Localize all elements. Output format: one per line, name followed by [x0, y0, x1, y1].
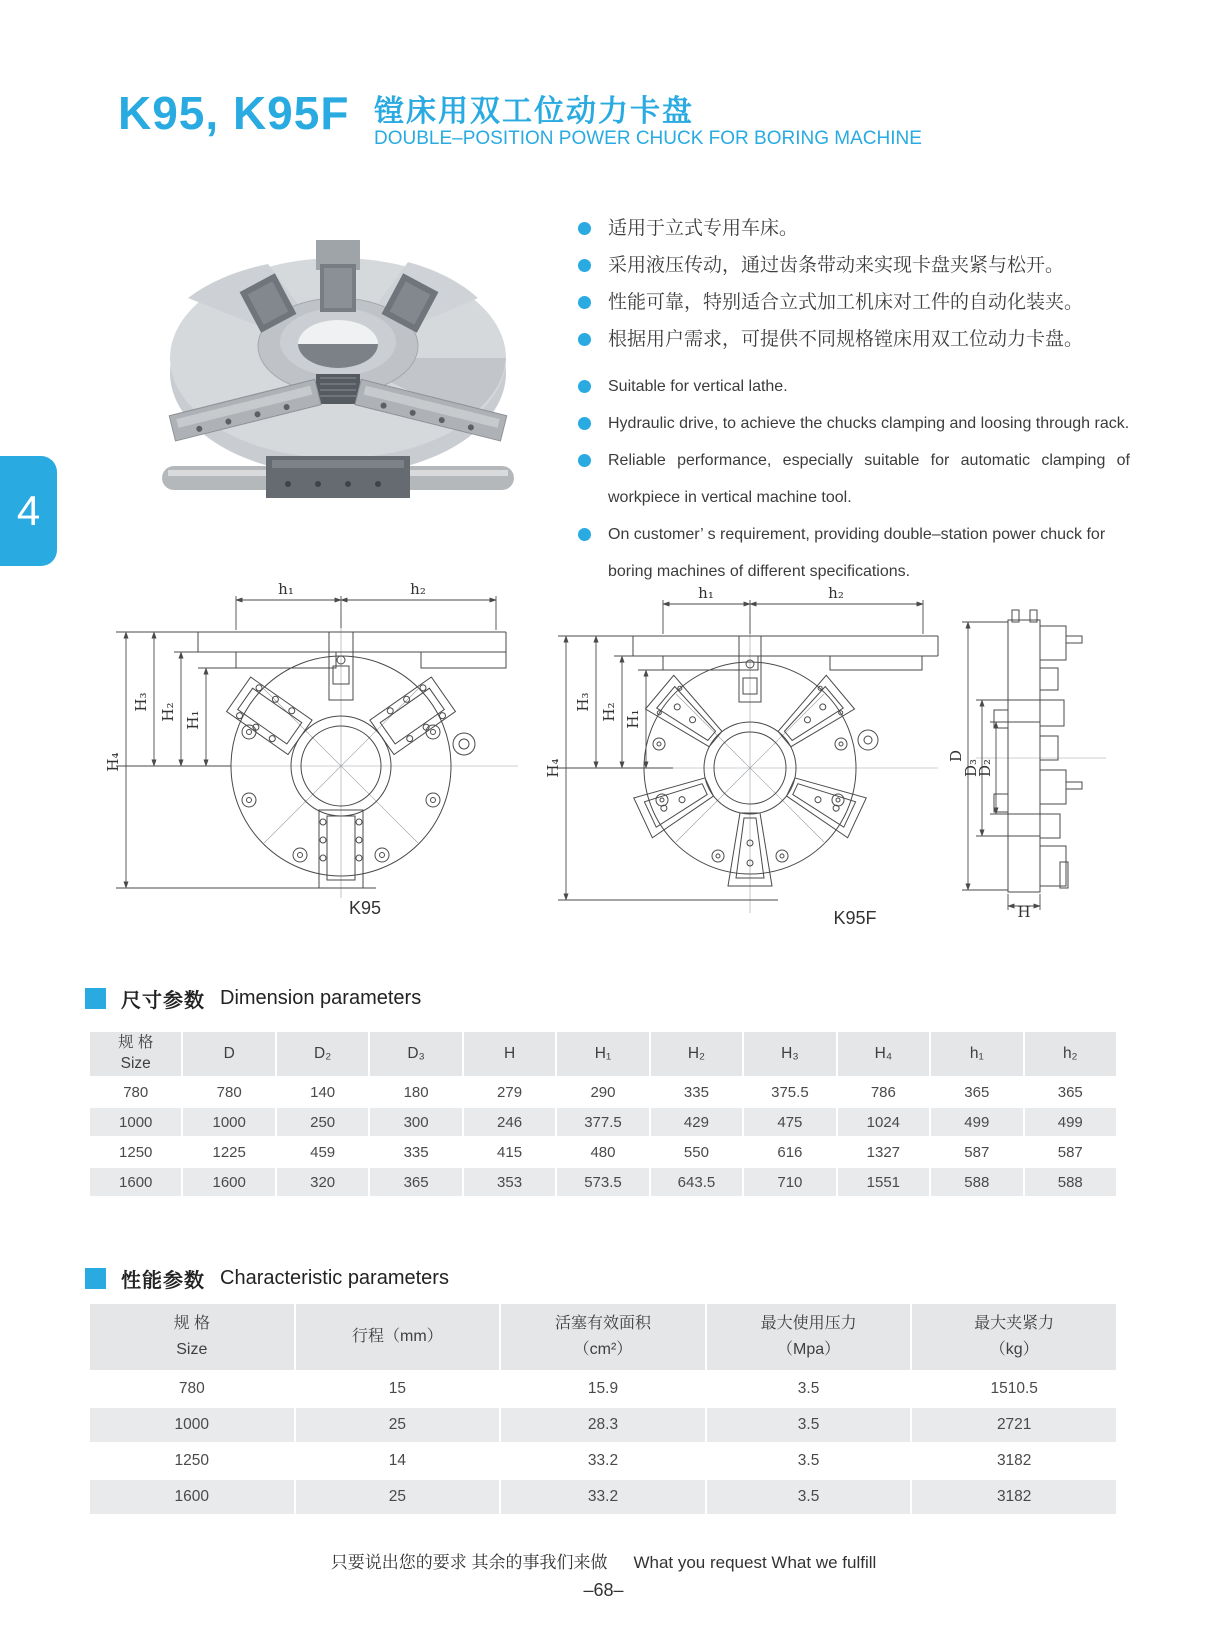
- feature-item: [578, 247, 1138, 284]
- table-cell: 3.5: [707, 1408, 911, 1442]
- svg-text:h₁: h₁: [698, 584, 714, 602]
- feature-text: Reliable performance, especially suitable for automatic clamping of workpiece in vertical machine tool.: [608, 452, 1130, 506]
- table-cell: 588: [1025, 1168, 1116, 1196]
- product-photo-illustration: [148, 198, 528, 523]
- table-cell: 180: [370, 1078, 461, 1106]
- table-cell: 780: [90, 1372, 294, 1406]
- table-cell: 33.2: [501, 1444, 705, 1478]
- col-header: h₂: [1025, 1032, 1116, 1076]
- k95f-caption: K95F: [833, 908, 877, 928]
- svg-text:H₃: H₃: [132, 692, 150, 712]
- table-cell: 480: [557, 1138, 648, 1166]
- table-cell: 365: [1025, 1078, 1116, 1106]
- k95f-geometry: [633, 636, 938, 886]
- svg-text:H₂: H₂: [159, 702, 177, 722]
- k95f-front-view: [538, 578, 948, 923]
- table-cell: 15.9: [501, 1372, 705, 1406]
- table-cell: 1024: [838, 1108, 929, 1136]
- table-cell: 3.5: [707, 1480, 911, 1514]
- product-photo: [148, 198, 528, 523]
- bullet-dot-icon: [578, 259, 591, 272]
- col-header: D₃: [370, 1032, 461, 1076]
- bullet-dot-icon: [578, 380, 591, 393]
- feature-list-en: [578, 368, 1130, 590]
- section-title-en: Dimension parameters: [220, 987, 422, 1009]
- col-header: h₁: [931, 1032, 1022, 1076]
- table-cell: 3182: [912, 1480, 1116, 1514]
- k95f-side-view: [948, 604, 1118, 918]
- col-header: H₁: [557, 1032, 648, 1076]
- feature-text: Hydraulic drive, to achieve the chucks clamping and loosing through rack.: [608, 415, 1130, 432]
- feature-text: 适用于立式专用车床。: [608, 218, 799, 239]
- table-row: [90, 1408, 1116, 1442]
- table-cell: 1250: [90, 1444, 294, 1478]
- table-cell: 643.5: [651, 1168, 742, 1196]
- table-cell: 14: [296, 1444, 500, 1478]
- svg-text:h₁: h₁: [278, 580, 294, 598]
- table-cell: 290: [557, 1078, 648, 1106]
- table-cell: 300: [370, 1108, 461, 1136]
- col-header: [90, 1304, 294, 1370]
- feature-text: 根据用户需求，可提供不同规格镗床用双工位动力卡盘。: [608, 329, 1084, 350]
- table-cell: 3182: [912, 1444, 1116, 1478]
- table-cell: 710: [744, 1168, 835, 1196]
- side-geometry: [994, 610, 1082, 892]
- bullet-dot-icon: [578, 454, 591, 467]
- table-row: [90, 1480, 1116, 1514]
- table-row: [90, 1138, 1116, 1166]
- table-cell: 1225: [183, 1138, 274, 1166]
- table-cell: 246: [464, 1108, 555, 1136]
- dimension-table-head: [90, 1032, 1116, 1076]
- k95f-drawing: [538, 578, 948, 923]
- k95-dimension-lines: [116, 596, 496, 888]
- table-cell: 587: [1025, 1138, 1116, 1166]
- table-cell: 499: [931, 1108, 1022, 1136]
- header-line1: 最大夹紧力: [974, 1315, 1055, 1333]
- chapter-tab[interactable]: [0, 456, 57, 566]
- svg-text:H₄: H₄: [544, 758, 562, 778]
- dimension-table-body: [90, 1078, 1116, 1196]
- table-cell: 475: [744, 1108, 835, 1136]
- k95-front-view: [86, 570, 526, 900]
- footer-slogan-en: What you request What we fulfill: [633, 1553, 877, 1572]
- table-cell: 1600: [183, 1168, 274, 1196]
- feature-item: [578, 284, 1138, 321]
- svg-text:H: H: [1017, 903, 1031, 918]
- header-line2: （kg）: [989, 1341, 1039, 1358]
- table-cell: 365: [931, 1078, 1022, 1106]
- table-cell: 335: [651, 1078, 742, 1106]
- side-dimension-labels: [948, 750, 1031, 918]
- table-cell: 140: [277, 1078, 368, 1106]
- col-header: H₃: [744, 1032, 835, 1076]
- col-header: H: [464, 1032, 555, 1076]
- svg-text:H₂: H₂: [600, 702, 618, 722]
- table-cell: 1250: [90, 1138, 181, 1166]
- table-cell: 1000: [183, 1108, 274, 1136]
- table-cell: 550: [651, 1138, 742, 1166]
- table-row: [90, 1168, 1116, 1196]
- svg-text:h₂: h₂: [828, 584, 844, 602]
- characteristic-section-title: [85, 1264, 449, 1293]
- svg-text:D₃: D₃: [962, 758, 980, 778]
- table-cell: 459: [277, 1138, 368, 1166]
- k95-dimension-labels: [104, 580, 426, 772]
- dimension-table: [88, 1030, 1118, 1198]
- table-cell: 33.2: [501, 1480, 705, 1514]
- table-cell: 1600: [90, 1168, 181, 1196]
- chapter-number: 4: [16, 487, 41, 534]
- table-cell: 25: [296, 1408, 500, 1442]
- feature-item: [578, 321, 1138, 358]
- table-row: [90, 1444, 1116, 1478]
- table-cell: 335: [370, 1138, 461, 1166]
- footer-slogan-cn: 只要说出您的要求 其余的事我们来做: [330, 1553, 608, 1572]
- page-number: –68–: [583, 1580, 624, 1600]
- feature-list-cn: [578, 210, 1138, 358]
- table-cell: 499: [1025, 1108, 1116, 1136]
- section-bullet-square-icon: [85, 988, 106, 1009]
- dimension-section-title: [85, 984, 421, 1013]
- table-cell: 1327: [838, 1138, 929, 1166]
- page-title-cn: 镗床用双工位动力卡盘: [374, 95, 694, 128]
- feature-text: On customer’ s requirement, providing double–station power chuck for boring machines of different specifications.: [608, 526, 1106, 580]
- table-cell: 1000: [90, 1408, 294, 1442]
- header-line2: Size: [176, 1341, 208, 1358]
- svg-text:D: D: [948, 749, 965, 763]
- svg-text:H₄: H₄: [104, 752, 122, 772]
- section-title-cn: 尺寸参数: [121, 990, 205, 1012]
- header-line2: （cm²）: [573, 1341, 633, 1358]
- table-header-row: [90, 1304, 1116, 1370]
- section-title-cn: 性能参数: [121, 1270, 205, 1292]
- section-title-en: Characteristic parameters: [220, 1267, 449, 1289]
- size-header-en: Size: [120, 1055, 151, 1072]
- footer-slogan: [0, 1548, 1207, 1573]
- table-cell: 1000: [90, 1108, 181, 1136]
- table-cell: 3.5: [707, 1444, 911, 1478]
- feature-text: Suitable for vertical lathe.: [608, 378, 788, 395]
- feature-item: [578, 442, 1130, 516]
- col-header-size: [90, 1032, 181, 1076]
- k95-drawing: [86, 570, 526, 900]
- svg-text:H₁: H₁: [624, 709, 642, 729]
- svg-text:D₂: D₂: [976, 758, 994, 778]
- chuck-base-shaft: [162, 456, 514, 498]
- characteristic-table-head: [90, 1304, 1116, 1370]
- header-line1: 最大使用压力: [760, 1315, 857, 1333]
- table-cell: 2721: [912, 1408, 1116, 1442]
- table-cell: 320: [277, 1168, 368, 1196]
- k95-caption: K95: [348, 898, 382, 918]
- page-title-en: DOUBLE–POSITION POWER CHUCK FOR BORING MACHINE: [374, 128, 922, 149]
- col-header: [501, 1304, 705, 1370]
- bullet-dot-icon: [578, 222, 591, 235]
- header-line2: （Mpa）: [777, 1341, 841, 1358]
- col-header: [707, 1304, 911, 1370]
- col-header: [912, 1304, 1116, 1370]
- characteristic-table-body: [90, 1372, 1116, 1514]
- section-bullet-square-icon: [85, 1268, 106, 1289]
- table-cell: 3.5: [707, 1372, 911, 1406]
- svg-text:H₃: H₃: [574, 692, 592, 712]
- feature-text: 性能可靠，特别适合立式加工机床对工件的自动化装夹。: [608, 292, 1084, 313]
- svg-text:H₁: H₁: [184, 710, 202, 730]
- table-cell: 377.5: [557, 1108, 648, 1136]
- k95f-dimension-labels: [544, 584, 844, 778]
- table-cell: 588: [931, 1168, 1022, 1196]
- table-cell: 780: [183, 1078, 274, 1106]
- table-cell: 1551: [838, 1168, 929, 1196]
- table-row: [90, 1078, 1116, 1106]
- table-cell: 28.3: [501, 1408, 705, 1442]
- col-header: [296, 1304, 500, 1370]
- bullet-dot-icon: [578, 417, 591, 430]
- feature-item: [578, 210, 1138, 247]
- table-cell: 375.5: [744, 1078, 835, 1106]
- table-row: [90, 1372, 1116, 1406]
- table-cell: 15: [296, 1372, 500, 1406]
- bullet-dot-icon: [578, 296, 591, 309]
- table-cell: 616: [744, 1138, 835, 1166]
- table-cell: 573.5: [557, 1168, 648, 1196]
- bullet-dot-icon: [578, 528, 591, 541]
- characteristic-table: [88, 1302, 1118, 1516]
- col-header: H₄: [838, 1032, 929, 1076]
- feature-item: [578, 368, 1130, 405]
- product-model: K95, K95F: [118, 87, 350, 139]
- table-cell: 353: [464, 1168, 555, 1196]
- header-line1: 活塞有效面积: [554, 1315, 651, 1333]
- col-header: D₂: [277, 1032, 368, 1076]
- table-row: [90, 1108, 1116, 1136]
- table-cell: 587: [931, 1138, 1022, 1166]
- table-cell: 780: [90, 1078, 181, 1106]
- feature-item: [578, 405, 1130, 442]
- feature-text: 采用液压传动，通过齿条带动来实现卡盘夹紧与松开。: [608, 255, 1065, 276]
- table-cell: 25: [296, 1480, 500, 1514]
- bullet-dot-icon: [578, 333, 591, 346]
- table-cell: 1600: [90, 1480, 294, 1514]
- col-header: D: [183, 1032, 274, 1076]
- col-header: H₂: [651, 1032, 742, 1076]
- header-line1: 规 格: [173, 1315, 211, 1333]
- size-header-cn: 规 格: [118, 1034, 154, 1052]
- table-cell: 1510.5: [912, 1372, 1116, 1406]
- table-cell: 365: [370, 1168, 461, 1196]
- table-cell: 250: [277, 1108, 368, 1136]
- table-cell: 279: [464, 1078, 555, 1106]
- k95-geometry: [198, 632, 506, 888]
- table-cell: 415: [464, 1138, 555, 1166]
- table-header-row: [90, 1032, 1116, 1076]
- svg-text:h₂: h₂: [410, 580, 426, 598]
- table-cell: 429: [651, 1108, 742, 1136]
- table-cell: 786: [838, 1078, 929, 1106]
- side-view-drawing: [948, 604, 1118, 918]
- header-line1: 行程（mm）: [352, 1328, 443, 1346]
